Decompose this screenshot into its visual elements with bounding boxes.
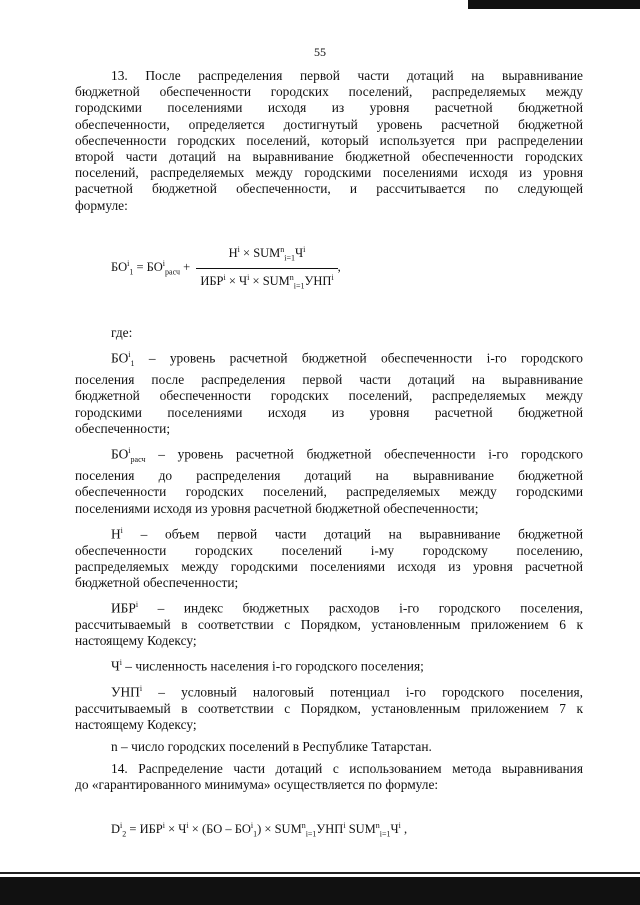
text-line: формуле: <box>75 197 128 213</box>
text-line: настоящему Кодексу; <box>75 716 197 732</box>
formula-sup: i <box>128 349 131 359</box>
formula-sup: i <box>331 272 334 282</box>
formula-sup: i <box>139 683 143 693</box>
formula-sub: i=1 <box>305 829 317 839</box>
where-label: где: <box>111 324 133 340</box>
text-line <box>75 347 583 372</box>
text-line <box>75 523 583 543</box>
text-line <box>75 655 583 675</box>
formula-sup: i <box>162 258 166 268</box>
formula-symbol: D <box>111 821 121 836</box>
bottom-scan-line <box>0 872 640 874</box>
def-symbol: УНП <box>111 684 140 700</box>
formula-operator: × <box>188 821 202 836</box>
paragraph-14 <box>75 761 583 793</box>
formula-symbol: Ч <box>178 821 187 836</box>
formula-symbol: Н <box>228 245 238 260</box>
formula-symbol: (БО – БО <box>201 821 251 836</box>
text-line: распределяемых между городскими поселениями исходя из уровня расчетной <box>75 558 583 574</box>
def-text: – численность населения i-го городского поселения; <box>121 658 424 674</box>
def-text: – уровень расчетной бюджетной обеспеченности i-го городского <box>134 350 583 366</box>
document-body <box>75 68 583 842</box>
text-line: обеспеченности городских поселений, который используется при распределении <box>75 132 583 148</box>
formula-sup: i <box>303 244 306 254</box>
formula-sub: 1 <box>130 358 135 368</box>
def-text: – условный налоговый потенциал i-го городского поселения, <box>142 684 583 700</box>
def-symbol: Н <box>111 526 121 542</box>
def-symbol: БО <box>111 350 129 366</box>
formula-sup: i <box>128 445 131 455</box>
def-symbol: БО <box>111 446 129 462</box>
formula-operator: × <box>164 821 179 836</box>
formula-sup: n <box>375 820 380 830</box>
definition-ch <box>75 655 583 675</box>
formula-symbol: БО <box>111 260 128 275</box>
formula-sup: i <box>120 820 123 830</box>
formula-symbol: ) <box>257 821 262 836</box>
formula-sup: i <box>247 272 250 282</box>
formula-operator: + <box>180 260 194 275</box>
text-line: n – число городских поселений в Республике Татарстан. <box>111 738 432 754</box>
page-number: 55 <box>314 45 326 59</box>
text-line <box>75 443 583 468</box>
formula-sup: i <box>343 820 346 830</box>
formula-symbol: Ч <box>295 245 304 260</box>
formula-symbol: БО <box>146 260 163 275</box>
definition-n <box>75 739 583 755</box>
definition-h <box>75 523 583 591</box>
formula-sub: расч <box>165 267 180 277</box>
formula-d2 <box>111 818 583 843</box>
def-text: – уровень расчетной бюджетной обеспеченности i-го городского <box>145 446 583 462</box>
formula-sup: i <box>186 820 189 830</box>
text-line: 13. После распределения первой части дотаций на выравнивание <box>111 68 583 83</box>
text-line: рассчитываемый в соответствии с Порядком, установленным приложением 7 к <box>75 700 583 716</box>
definition-unp <box>75 681 583 733</box>
text-line: обеспеченности, определяется достигнутый уровень расчетной бюджетной <box>75 116 583 132</box>
formula-sub: i=1 <box>379 829 391 839</box>
formula-sup: i <box>250 820 254 830</box>
formula-sup: i <box>223 272 226 282</box>
def-text: – индекс бюджетных расходов i-го городского поселения, <box>138 600 583 616</box>
formula-operator: × <box>225 273 240 288</box>
formula-symbol: ИБР <box>200 273 224 288</box>
formula-fraction <box>196 242 337 295</box>
formula-sup: n <box>289 272 294 282</box>
formula-sub: 1 <box>129 267 134 277</box>
formula-symbol: SUM <box>253 245 281 260</box>
text-line: поселения после распределения первой части дотаций на выравнивание <box>75 372 583 388</box>
formula-sub: 1 <box>253 829 258 839</box>
formula-symbol: Ч <box>390 821 399 836</box>
formula-sup: i <box>120 525 123 535</box>
formula-operator: × <box>261 821 275 836</box>
formula-symbol: УНП <box>304 273 332 288</box>
bottom-scan-bar <box>0 877 640 905</box>
text-line: 14. Распределение части дотаций с использованием метода выравнивания <box>111 761 583 777</box>
fraction-denominator <box>196 269 337 295</box>
fraction-numerator <box>274 820 346 839</box>
formula-punct: , <box>404 821 408 836</box>
formula-symbol: ИБР <box>139 821 163 836</box>
formula-operator: = <box>133 260 147 275</box>
text-line: городскими поселениями исходя из уровня расчетной бюджетной <box>75 100 583 116</box>
top-scan-bar <box>468 0 640 9</box>
formula-symbol: SUM <box>262 273 290 288</box>
formula-operator: × <box>239 245 254 260</box>
formula-symbol: УНП <box>316 821 344 836</box>
text-line: до «гарантированного минимума» осуществляется по формуле: <box>75 777 439 793</box>
formula-sub: расч <box>130 455 146 465</box>
def-symbol: Ч <box>111 658 120 674</box>
def-text: – объем первой части дотаций на выравнивание бюджетной <box>122 526 583 542</box>
formula-sup: n <box>280 244 285 254</box>
formula-symbol: Ч <box>239 273 248 288</box>
text-line: расчетной бюджетной обеспеченности, и рассчитывается по следующей <box>75 181 583 197</box>
text-line: обеспеченности городских поселений, распределяемых между городскими <box>75 484 583 500</box>
formula-sub: i=1 <box>293 281 305 291</box>
formula-sup: i <box>162 820 165 830</box>
formula-punct: , <box>337 260 341 275</box>
definition-bo-rasch <box>75 443 583 517</box>
text-line <box>75 681 583 701</box>
definition-bo1 <box>75 347 583 437</box>
formula-sup: i <box>127 258 130 268</box>
text-line: поселения до распределения дотаций на выравнивание бюджетной <box>75 468 583 484</box>
text-line: бюджетной обеспеченности городских поселений, распределяемых между <box>75 84 583 100</box>
text-line: бюджетной обеспеченности городских поселений, распределяемых между <box>75 388 583 404</box>
formula-sup: i <box>237 244 240 254</box>
text-line: обеспеченности городских поселений i-му городскому поселению, <box>75 542 583 558</box>
text-line <box>75 597 583 617</box>
text-line: поселений, распределяемых между городскими поселениями исходя из уровня <box>75 165 583 181</box>
paragraph-13 <box>75 68 583 214</box>
text-line: городскими поселениями исходя из уровня расчетной бюджетной <box>75 404 583 420</box>
formula-symbol: SUM <box>348 821 376 836</box>
formula-bo1 <box>111 242 583 295</box>
formula-sup: i <box>398 820 401 830</box>
text-line: настоящему Кодексу; <box>75 633 197 649</box>
formula-sub: 2 <box>122 829 127 839</box>
def-symbol: ИБР <box>111 600 136 616</box>
formula-sub: i=1 <box>284 253 296 263</box>
text-line: рассчитываемый в соответствии с Порядком, установленным приложением 6 к <box>75 616 583 632</box>
text-line: второй части дотаций на выравнивание бюджетной обеспеченности городских <box>75 149 583 165</box>
formula-sup: i <box>119 658 122 668</box>
definition-ibr <box>75 597 583 649</box>
text-line: поселениями исходя из уровня расчетной бюджетной обеспеченности; <box>75 500 479 516</box>
text-line: обеспеченности; <box>75 420 171 436</box>
formula-fraction <box>274 820 404 839</box>
formula-symbol: SUM <box>274 821 302 836</box>
formula-sup: n <box>301 820 306 830</box>
formula-operator: = <box>126 821 140 836</box>
fraction-numerator <box>196 242 337 269</box>
formula-sup: i <box>135 600 139 610</box>
text-line: бюджетной обеспеченности; <box>75 574 239 590</box>
formula-operator: × <box>249 273 263 288</box>
fraction-denominator <box>348 820 401 839</box>
